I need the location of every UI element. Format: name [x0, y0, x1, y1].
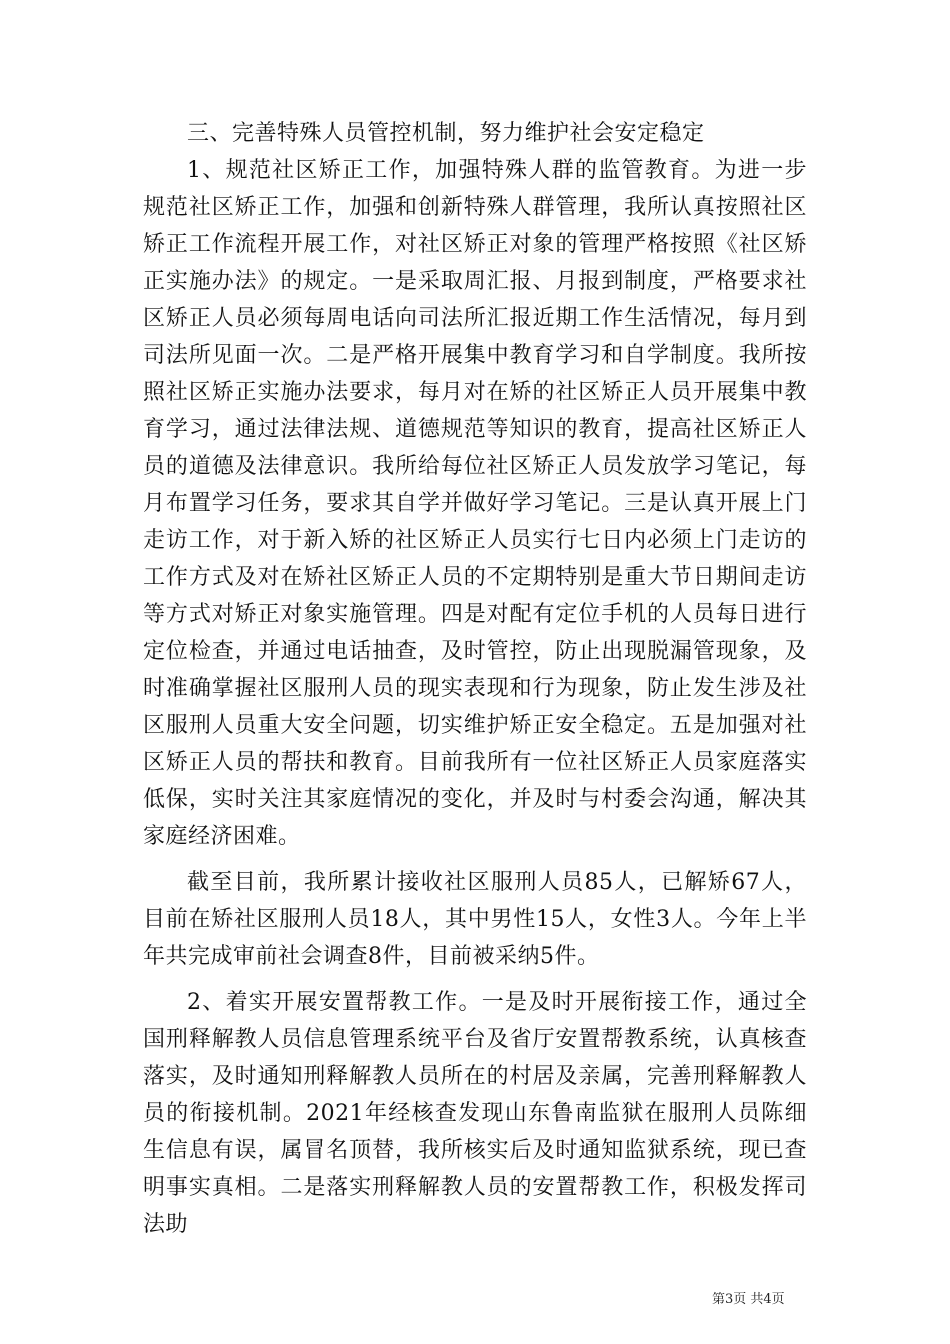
document-body	[143, 115, 807, 1243]
page-number: 第3页 共4页	[712, 1292, 785, 1307]
section-heading: 三、完善特殊人员管控机制，努力维护社会安定稳定	[187, 121, 705, 146]
paragraph-statistics: 截至目前，我所累计接收社区服刑人员85人，已解矫67人，目前在矫社区服刑人员18人，其中男性15人，女性3人。今年上半年共完成审前社会调查8件，目前被采纳5件。	[143, 870, 807, 969]
paragraph-resettlement: 2、着实开展安置帮教工作。一是及时开展衔接工作，通过全国刑释解教人员信息管理系统平台及省厅安置帮教系统，认真核查落实，及时通知刑释解教人员所在的村居及亲属，完善刑释解教人员的衔接机制。2021年经核查发现山东鲁南监狱在服刑人员陈细生信息有误，属冒名顶替，我所核实后及时通知监狱系统，现已查明事实真相。二是落实刑释解教人员的安置帮教工作，积极发挥司法助	[143, 990, 807, 1237]
paragraph-community-correction: 1、规范社区矫正工作，加强特殊人群的监管教育。为进一步规范社区矫正工作，加强和创新特殊人群管理，我所认真按照社区矫正工作流程开展工作，对社区矫正对象的管理严格按照《社区矫正实施办法》的规定。一是采取周汇报、月报到制度，严格要求社区矫正人员必须每周电话向司法所汇报近期工作生活情况，每月到司法所见面一次。二是严格开展集中教育学习和自学制度。我所按照社区矫正实施办法要求，每月对在矫的社区矫正人员开展集中教育学习，通过法律法规、道德规范等知识的教育，提高社区矫正人员的道德及法律意识。我所给每位社区矫正人员发放学习笔记，每月布置学习任务，要求其自学并做好学习笔记。三是认真开展上门走访工作，对于新入矫的社区矫正人员实行七日内必须上门走访的工作方式及对在矫社区矫正人员的不定期特别是重大节日期间走访等方式对矫正对象实施管理。四是对配有定位手机的人员每日进行定位检查，并通过电话抽查，及时管控，防止出现脱漏管现象，及时准确掌握社区服刑人员的现实表现和行为现象，防止发生涉及社区服刑人员重大安全问题，切实维护矫正安全稳定。五是加强对社区矫正人员的帮扶和教育。目前我所有一位社区矫正人员家庭落实低保，实时关注其家庭情况的变化，并及时与村委会沟通，解决其家庭经济困难。	[143, 158, 807, 849]
